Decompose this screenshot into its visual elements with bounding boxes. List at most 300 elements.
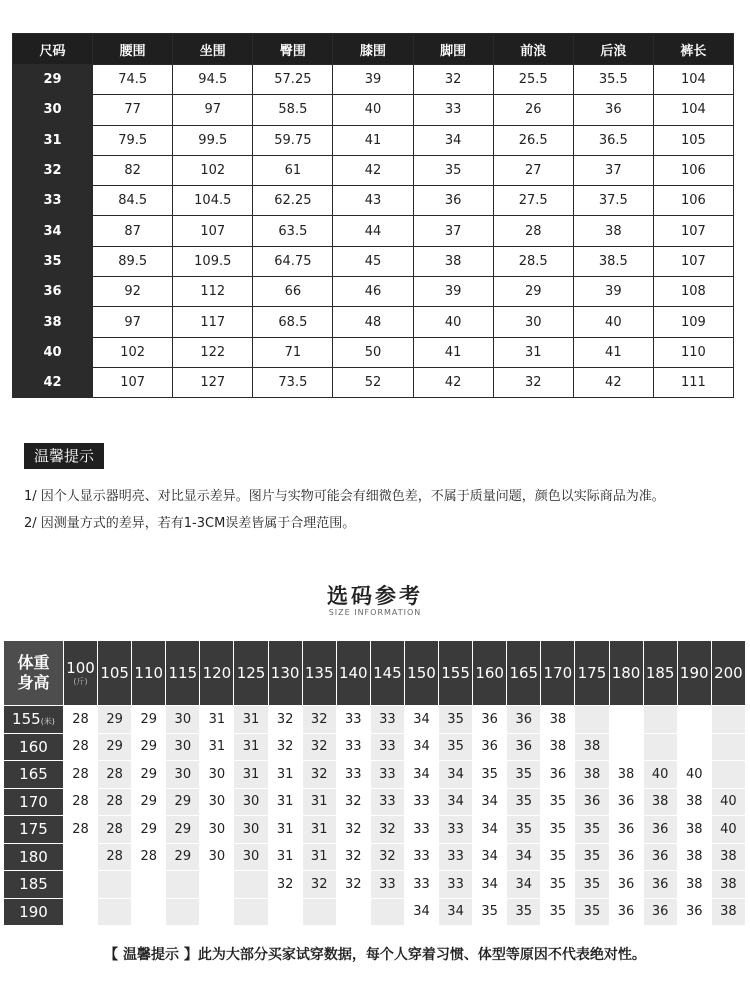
- fit-size-cell: 35: [575, 898, 609, 926]
- size-header-cell: 臀围: [253, 34, 333, 65]
- height-value: 155: [12, 710, 41, 729]
- weight-header-cell: [98, 641, 132, 706]
- fit-size-cell: 29: [132, 706, 166, 734]
- size-value-cell: 97: [173, 95, 253, 125]
- size-header-cell: 腰围: [93, 34, 173, 65]
- size-label-cell: 42: [13, 367, 93, 397]
- weight-value: 120: [202, 664, 232, 682]
- fit-size-cell: 29: [132, 733, 166, 761]
- fit-size-cell: 34: [439, 761, 473, 789]
- size-value-cell: 92: [93, 277, 173, 307]
- size-label-cell: 30: [13, 95, 93, 125]
- fit-size-cell: [166, 871, 200, 899]
- size-value-cell: 64.75: [253, 246, 333, 276]
- size-value-cell: 106: [653, 186, 733, 216]
- size-value-cell: 35: [413, 155, 493, 185]
- tip-line-1: 1/ 因个人显示器明亮、对比显示差异。图片与实物可能会有细微色差，不属于质量问题，颜色以实际商品为准。: [24, 489, 665, 504]
- size-value-cell: 104: [653, 65, 733, 95]
- fit-size-cell: 29: [132, 761, 166, 789]
- fit-size-cell: 38: [643, 788, 677, 816]
- fit-size-cell: 35: [507, 761, 541, 789]
- fit-size-cell: [200, 871, 234, 899]
- fit-size-cell: [200, 898, 234, 926]
- weight-header-cell: [370, 641, 404, 706]
- fit-size-cell: 35: [507, 898, 541, 926]
- fit-size-cell: 32: [302, 733, 336, 761]
- fit-size-cell: 34: [473, 871, 507, 899]
- size-row: [13, 186, 734, 216]
- fit-size-cell: 32: [336, 871, 370, 899]
- weight-header-cell: [200, 641, 234, 706]
- fit-size-cell: 30: [234, 788, 268, 816]
- weight-value: 165: [509, 664, 539, 682]
- fit-size-cell: [302, 898, 336, 926]
- fit-size-cell: [64, 843, 98, 871]
- size-value-cell: 32: [413, 65, 493, 95]
- fit-row: [4, 816, 746, 844]
- size-value-cell: 66: [253, 277, 333, 307]
- fit-row: [4, 788, 746, 816]
- fit-size-cell: 38: [575, 733, 609, 761]
- fit-row: [4, 733, 746, 761]
- fit-size-cell: 31: [200, 733, 234, 761]
- size-value-cell: 63.5: [253, 216, 333, 246]
- tips-title: 温馨提示: [24, 443, 104, 469]
- fit-size-cell: 34: [507, 871, 541, 899]
- fit-size-cell: 28: [64, 788, 98, 816]
- weight-header-cell: [541, 641, 575, 706]
- fit-size-cell: 34: [473, 843, 507, 871]
- height-value: 190: [19, 902, 48, 921]
- size-value-cell: 61: [253, 155, 333, 185]
- fit-size-cell: 33: [336, 761, 370, 789]
- fit-size-cell: [132, 871, 166, 899]
- fit-size-cell: 31: [234, 706, 268, 734]
- fit-size-cell: 28: [64, 733, 98, 761]
- size-label-cell: 34: [13, 216, 93, 246]
- fit-size-cell: 38: [575, 761, 609, 789]
- size-value-cell: 52: [333, 367, 413, 397]
- height-value: 165: [19, 765, 48, 784]
- size-value-cell: 42: [333, 155, 413, 185]
- weight-header-cell: [234, 641, 268, 706]
- height-value: 175: [19, 820, 48, 839]
- fit-size-cell: 38: [677, 788, 711, 816]
- fit-size-cell: [64, 871, 98, 899]
- size-value-cell: 36: [413, 186, 493, 216]
- fit-size-cell: 35: [575, 816, 609, 844]
- size-label-cell: 38: [13, 307, 93, 337]
- fit-size-cell: 31: [268, 761, 302, 789]
- fit-size-cell: 30: [166, 761, 200, 789]
- fit-size-cell: 28: [64, 761, 98, 789]
- size-value-cell: 50: [333, 337, 413, 367]
- fit-size-cell: 32: [336, 816, 370, 844]
- fit-size-cell: 34: [439, 788, 473, 816]
- fit-size-cell: 29: [166, 788, 200, 816]
- size-value-cell: 107: [173, 216, 253, 246]
- size-value-cell: 38: [573, 216, 653, 246]
- fit-size-cell: 28: [98, 816, 132, 844]
- fit-size-cell: [609, 706, 643, 734]
- size-value-cell: 112: [173, 277, 253, 307]
- fit-row: [4, 898, 746, 926]
- height-value: 160: [19, 737, 48, 756]
- fit-size-cell: 32: [302, 871, 336, 899]
- height-label-cell: [4, 706, 64, 734]
- weight-header-cell: [132, 641, 166, 706]
- fit-size-cell: 33: [370, 871, 404, 899]
- size-value-cell: 84.5: [93, 186, 173, 216]
- fit-size-cell: 40: [677, 761, 711, 789]
- size-value-cell: 37: [413, 216, 493, 246]
- size-value-cell: 107: [653, 216, 733, 246]
- fit-size-cell: 36: [575, 788, 609, 816]
- size-value-cell: 33: [413, 95, 493, 125]
- fit-size-cell: 34: [404, 898, 438, 926]
- weight-header-cell: [575, 641, 609, 706]
- size-value-cell: 44: [333, 216, 413, 246]
- size-value-cell: 39: [573, 277, 653, 307]
- fit-size-cell: 36: [643, 871, 677, 899]
- fit-size-cell: 36: [473, 706, 507, 734]
- fit-size-cell: 33: [404, 871, 438, 899]
- size-value-cell: 37: [573, 155, 653, 185]
- fit-size-cell: 38: [677, 816, 711, 844]
- height-label-cell: [4, 816, 64, 844]
- fit-row: [4, 843, 746, 871]
- corner-height-label: 身高: [17, 673, 50, 692]
- size-value-cell: 30: [493, 307, 573, 337]
- fit-size-cell: [643, 733, 677, 761]
- fit-size-cell: 31: [234, 761, 268, 789]
- weight-header-cell: [404, 641, 438, 706]
- fit-size-cell: 33: [370, 733, 404, 761]
- size-value-cell: 45: [333, 246, 413, 276]
- fit-size-cell: 33: [439, 871, 473, 899]
- weight-header-cell: [677, 641, 711, 706]
- fit-size-cell: 33: [404, 843, 438, 871]
- size-value-cell: 42: [413, 367, 493, 397]
- size-value-cell: 127: [173, 367, 253, 397]
- size-row: [13, 367, 734, 397]
- fit-size-cell: [98, 898, 132, 926]
- fit-size-cell: 33: [370, 788, 404, 816]
- fit-size-cell: 34: [404, 706, 438, 734]
- weight-value: 110: [134, 664, 164, 682]
- size-value-cell: 29: [493, 277, 573, 307]
- weight-value: 175: [577, 664, 607, 682]
- fit-size-cell: 33: [404, 788, 438, 816]
- weight-header-cell: [609, 641, 643, 706]
- fit-size-cell: 38: [711, 843, 745, 871]
- size-value-cell: 40: [333, 95, 413, 125]
- size-value-cell: 38.5: [573, 246, 653, 276]
- fit-size-cell: 29: [132, 788, 166, 816]
- size-value-cell: 68.5: [253, 307, 333, 337]
- fit-size-cell: 35: [439, 706, 473, 734]
- size-value-cell: 62.25: [253, 186, 333, 216]
- height-value: 170: [19, 792, 48, 811]
- fit-size-cell: [166, 898, 200, 926]
- weight-header-cell: [302, 641, 336, 706]
- fit-size-cell: 35: [541, 816, 575, 844]
- fit-size-cell: 40: [643, 761, 677, 789]
- fit-size-cell: 38: [711, 898, 745, 926]
- fit-size-cell: 36: [609, 816, 643, 844]
- fit-size-cell: 35: [473, 761, 507, 789]
- fit-size-cell: [711, 761, 745, 789]
- weight-header-cell: [643, 641, 677, 706]
- size-value-cell: 122: [173, 337, 253, 367]
- fit-size-cell: 35: [575, 843, 609, 871]
- height-label-cell: [4, 871, 64, 899]
- fit-size-cell: 32: [336, 788, 370, 816]
- fit-size-cell: [711, 733, 745, 761]
- fit-size-cell: 34: [439, 898, 473, 926]
- size-value-cell: 34: [413, 125, 493, 155]
- weight-header-cell: [473, 641, 507, 706]
- size-value-cell: 38: [413, 246, 493, 276]
- fit-size-cell: 28: [98, 761, 132, 789]
- size-value-cell: 79.5: [93, 125, 173, 155]
- weight-header-cell: [439, 641, 473, 706]
- height-label-cell: [4, 843, 64, 871]
- weight-value: 160: [475, 664, 504, 682]
- weight-value: 140: [338, 664, 368, 682]
- size-row: [13, 337, 734, 367]
- fit-size-cell: 30: [166, 733, 200, 761]
- weight-header-cell: [64, 641, 98, 706]
- fit-size-cell: 36: [643, 843, 677, 871]
- weight-value: 200: [714, 664, 743, 682]
- weight-value: 145: [373, 664, 402, 682]
- size-value-cell: 41: [413, 337, 493, 367]
- weight-value: 185: [645, 664, 675, 682]
- fit-size-cell: 40: [711, 816, 745, 844]
- size-value-cell: 107: [653, 246, 733, 276]
- fit-size-cell: 31: [268, 788, 302, 816]
- size-value-cell: 89.5: [93, 246, 173, 276]
- size-value-cell: 99.5: [173, 125, 253, 155]
- fit-size-cell: 38: [609, 761, 643, 789]
- size-value-cell: 58.5: [253, 95, 333, 125]
- size-value-cell: 97: [93, 307, 173, 337]
- fit-size-cell: 30: [234, 843, 268, 871]
- size-value-cell: 59.75: [253, 125, 333, 155]
- fit-size-cell: 40: [711, 788, 745, 816]
- size-value-cell: 109: [653, 307, 733, 337]
- fit-size-cell: 32: [302, 761, 336, 789]
- weight-value: 170: [543, 664, 573, 682]
- fit-size-cell: 28: [64, 706, 98, 734]
- fit-reference-table: [3, 640, 746, 926]
- fit-size-cell: 35: [541, 788, 575, 816]
- size-value-cell: 28.5: [493, 246, 573, 276]
- weight-header-cell: [166, 641, 200, 706]
- fit-row: [4, 871, 746, 899]
- fit-size-cell: 31: [302, 816, 336, 844]
- weight-value: 105: [100, 664, 129, 682]
- fit-size-cell: 30: [234, 816, 268, 844]
- fit-size-cell: 33: [439, 843, 473, 871]
- fit-size-cell: 30: [200, 761, 234, 789]
- size-value-cell: 102: [173, 155, 253, 185]
- fit-size-cell: 29: [132, 816, 166, 844]
- fit-size-cell: 35: [507, 816, 541, 844]
- fit-size-cell: 33: [370, 761, 404, 789]
- weight-value: 100: [66, 659, 95, 677]
- size-value-cell: 74.5: [93, 65, 173, 95]
- fit-size-cell: 35: [541, 898, 575, 926]
- section-subtitle: SIZE INFORMATION: [328, 608, 422, 617]
- fit-size-cell: 35: [439, 733, 473, 761]
- size-value-cell: 82: [93, 155, 173, 185]
- size-value-cell: 41: [573, 337, 653, 367]
- fit-size-cell: 29: [98, 706, 132, 734]
- section-title: 选码参考: [327, 584, 423, 608]
- weight-header-cell: [336, 641, 370, 706]
- size-header-cell: 坐围: [173, 34, 253, 65]
- fit-row: [4, 761, 746, 789]
- fit-size-cell: 31: [302, 843, 336, 871]
- fit-size-cell: 36: [677, 898, 711, 926]
- weight-header-cell: [268, 641, 302, 706]
- bottom-note: 【 温馨提示 】此为大部分买家试穿数据，每个人穿着习惯、体型等原因不代表绝对性。: [104, 947, 646, 963]
- fit-size-cell: 35: [541, 843, 575, 871]
- size-value-cell: 35.5: [573, 65, 653, 95]
- fit-size-cell: 32: [268, 706, 302, 734]
- fit-size-cell: 38: [677, 871, 711, 899]
- weight-header-cell: [711, 641, 745, 706]
- size-value-cell: 71: [253, 337, 333, 367]
- fit-size-cell: 33: [404, 816, 438, 844]
- fit-size-cell: 36: [643, 816, 677, 844]
- fit-size-cell: 31: [234, 733, 268, 761]
- size-label-cell: 40: [13, 337, 93, 367]
- weight-value: 130: [270, 664, 300, 682]
- size-value-cell: 27.5: [493, 186, 573, 216]
- fit-size-cell: 30: [200, 816, 234, 844]
- fit-size-cell: [132, 898, 166, 926]
- fit-size-cell: 31: [268, 843, 302, 871]
- fit-size-cell: 31: [268, 816, 302, 844]
- size-value-cell: 39: [413, 277, 493, 307]
- fit-size-cell: 29: [166, 816, 200, 844]
- size-label-cell: 32: [13, 155, 93, 185]
- height-label-cell: [4, 733, 64, 761]
- size-row: [13, 65, 734, 95]
- fit-size-cell: 31: [200, 706, 234, 734]
- size-label-cell: 29: [13, 65, 93, 95]
- fit-size-cell: [711, 706, 745, 734]
- fit-size-cell: 30: [200, 843, 234, 871]
- size-value-cell: 57.25: [253, 65, 333, 95]
- weight-value: 135: [304, 664, 334, 682]
- fit-size-cell: 36: [609, 843, 643, 871]
- size-row: [13, 95, 734, 125]
- size-row: [13, 125, 734, 155]
- fit-size-cell: [370, 898, 404, 926]
- height-label-cell: [4, 761, 64, 789]
- fit-size-cell: 34: [404, 733, 438, 761]
- fit-size-cell: 28: [98, 843, 132, 871]
- height-label-cell: [4, 788, 64, 816]
- size-value-cell: 87: [93, 216, 173, 246]
- size-value-cell: 46: [333, 277, 413, 307]
- fit-size-cell: 36: [643, 898, 677, 926]
- weight-value: 125: [236, 664, 266, 682]
- size-value-cell: 109.5: [173, 246, 253, 276]
- corner-header: [4, 641, 64, 706]
- size-value-cell: 108: [653, 277, 733, 307]
- fit-size-cell: [98, 871, 132, 899]
- fit-size-cell: 28: [132, 843, 166, 871]
- fit-size-cell: 36: [507, 733, 541, 761]
- fit-size-cell: [336, 898, 370, 926]
- fit-size-cell: [677, 733, 711, 761]
- size-value-cell: 36: [573, 95, 653, 125]
- fit-size-cell: 34: [507, 843, 541, 871]
- fit-size-cell: 36: [473, 733, 507, 761]
- weight-value: 150: [407, 664, 436, 682]
- size-value-cell: 26.5: [493, 125, 573, 155]
- size-value-cell: 105: [653, 125, 733, 155]
- fit-size-cell: 36: [609, 898, 643, 926]
- fit-size-cell: 33: [439, 816, 473, 844]
- fit-size-cell: [575, 706, 609, 734]
- size-value-cell: 107: [93, 367, 173, 397]
- fit-size-cell: 32: [268, 733, 302, 761]
- size-header-cell: 裤长: [653, 34, 733, 65]
- fit-size-cell: [643, 706, 677, 734]
- size-value-cell: 40: [413, 307, 493, 337]
- fit-size-cell: 33: [370, 706, 404, 734]
- size-row: [13, 307, 734, 337]
- fit-size-cell: 32: [370, 816, 404, 844]
- fit-size-cell: 30: [200, 788, 234, 816]
- size-value-cell: 25.5: [493, 65, 573, 95]
- corner-weight-label: 体重: [17, 653, 50, 672]
- size-value-cell: 39: [333, 65, 413, 95]
- size-value-cell: 28: [493, 216, 573, 246]
- weight-value: 180: [611, 664, 641, 682]
- fit-size-cell: 36: [609, 871, 643, 899]
- size-value-cell: 106: [653, 155, 733, 185]
- fit-size-cell: 35: [575, 871, 609, 899]
- height-label-cell: [4, 898, 64, 926]
- fit-size-cell: [268, 898, 302, 926]
- fit-row: [4, 706, 746, 734]
- size-value-cell: 104.5: [173, 186, 253, 216]
- weight-unit: (斤): [73, 677, 88, 686]
- height-unit: (米): [40, 717, 55, 727]
- fit-size-cell: 36: [541, 761, 575, 789]
- size-value-cell: 77: [93, 95, 173, 125]
- size-header-cell: 后浪: [573, 34, 653, 65]
- size-label-cell: 33: [13, 186, 93, 216]
- size-chart-table: [12, 33, 734, 398]
- fit-size-cell: 28: [98, 788, 132, 816]
- fit-size-cell: 34: [473, 816, 507, 844]
- fit-size-cell: 35: [541, 871, 575, 899]
- fit-size-cell: 33: [336, 733, 370, 761]
- size-label-cell: 36: [13, 277, 93, 307]
- fit-size-cell: 38: [677, 843, 711, 871]
- fit-size-cell: 34: [404, 761, 438, 789]
- size-header-cell: 膝围: [333, 34, 413, 65]
- fit-size-cell: 38: [541, 733, 575, 761]
